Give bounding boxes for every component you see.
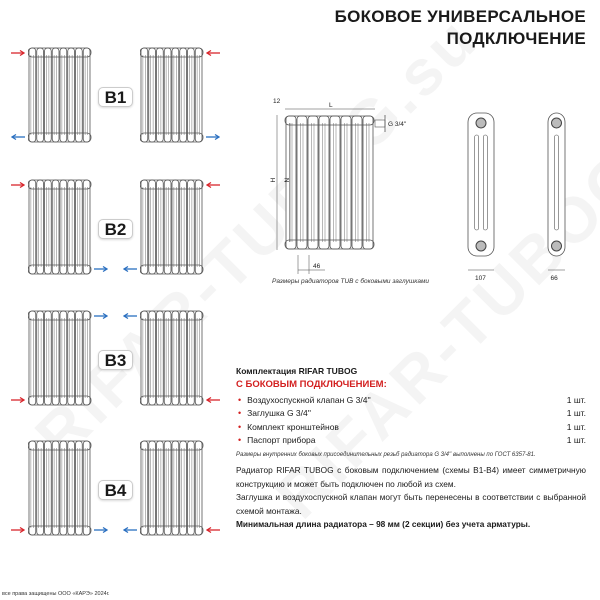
return-arrow-icon xyxy=(206,134,220,140)
kit-item-qty: 1 шт. xyxy=(566,435,586,446)
side-view-3-column xyxy=(468,113,494,282)
radiator-left xyxy=(28,47,92,143)
kit-item-name: Комплект кронштейнов xyxy=(247,421,339,432)
scheme-label: B3 xyxy=(98,350,133,370)
kit-item-qty: 1 шт. xyxy=(566,394,586,405)
radiator-right xyxy=(140,47,204,143)
return-arrow-icon xyxy=(123,266,137,272)
return-arrow-icon xyxy=(94,266,108,272)
radiator-left xyxy=(28,440,92,536)
scheme-label: B1 xyxy=(98,87,133,107)
supply-arrow-icon xyxy=(11,182,25,188)
kit-item-qty: 1 шт. xyxy=(566,421,586,432)
return-arrow-icon xyxy=(11,134,25,140)
radiator-right xyxy=(140,310,204,406)
copyright: все права защищены ООО «КАРЭ» 2024г. xyxy=(2,591,110,597)
dim-pitch: 46 xyxy=(313,263,321,270)
bullet-icon: • xyxy=(238,421,242,432)
dim-axis: N xyxy=(284,177,291,183)
side-view-2-column xyxy=(548,113,565,282)
radiator-right xyxy=(140,440,204,536)
kit-section xyxy=(236,366,586,458)
connection-schemes xyxy=(0,0,240,560)
dim-height: H xyxy=(270,177,277,183)
dim-length: L xyxy=(329,102,333,109)
radiator-left xyxy=(28,179,92,275)
kit-item xyxy=(236,420,586,434)
kit-item xyxy=(236,434,586,448)
radiator-front-view xyxy=(285,116,374,249)
description-p2: Заглушка и воздухоспускной клапан могут быть перенесены в соответствии с выбранной схемой монтажа. xyxy=(236,492,586,516)
kit-heading: Комплектация RIFAR TUBOG xyxy=(236,366,358,376)
bullet-icon: • xyxy=(238,394,242,405)
kit-item xyxy=(236,393,586,407)
dim-thread: G 3/4'' xyxy=(388,121,407,128)
radiator-left xyxy=(28,310,92,406)
supply-arrow-icon xyxy=(206,182,220,188)
return-arrow-icon xyxy=(94,527,108,533)
title-line-2: ПОДКЛЮЧЕНИЕ xyxy=(446,29,586,48)
supply-arrow-icon xyxy=(206,50,220,56)
description xyxy=(236,464,586,532)
kit-note: Размеры внутренних боковых присоединительных резьб радиатора G 3/4'' выполнены по ГОСТ 6357-81. xyxy=(236,452,536,458)
return-arrow-icon xyxy=(123,313,137,319)
bullet-icon: • xyxy=(238,408,242,419)
return-arrow-icon xyxy=(123,527,137,533)
title-line-1: БОКОВОЕ УНИВЕРСАЛЬНОЕ xyxy=(334,7,586,26)
page-title xyxy=(335,6,586,50)
dimension-drawing xyxy=(250,95,600,290)
supply-arrow-icon xyxy=(11,50,25,56)
radiator-right xyxy=(140,179,204,275)
dim-offset: 12 xyxy=(273,98,281,105)
drawing-caption: Размеры радиаторов TUB с боковыми заглушками xyxy=(272,278,430,285)
kit-item xyxy=(236,407,586,421)
dim-depth: 66 xyxy=(550,275,558,282)
bullet-icon: • xyxy=(238,435,242,446)
scheme-label: B4 xyxy=(98,480,133,500)
kit-item-qty: 1 шт. xyxy=(566,408,586,419)
kit-subheading: С БОКОВЫМ ПОДКЛЮЧЕНИЕМ: xyxy=(236,379,387,390)
kit-item-name: Паспорт прибора xyxy=(247,435,316,446)
supply-arrow-icon xyxy=(11,397,25,403)
description-p3: Минимальная длина радиатора – 98 мм (2 секции) без учета арматуры. xyxy=(236,519,531,529)
supply-arrow-icon xyxy=(206,527,220,533)
supply-arrow-icon xyxy=(11,527,25,533)
scheme-label: B2 xyxy=(98,219,133,239)
supply-arrow-icon xyxy=(206,397,220,403)
dim-depth: 107 xyxy=(475,275,486,282)
return-arrow-icon xyxy=(94,313,108,319)
description-p1: Радиатор RIFAR TUBOG с боковым подключением (схемы В1-В4) имеет симметричную конструкцию и может быть подключен по любой из схем. xyxy=(236,465,586,489)
kit-item-name: Воздухоспускной клапан G 3/4'' xyxy=(247,394,371,405)
kit-item-name: Заглушка G 3/4'' xyxy=(247,408,311,419)
